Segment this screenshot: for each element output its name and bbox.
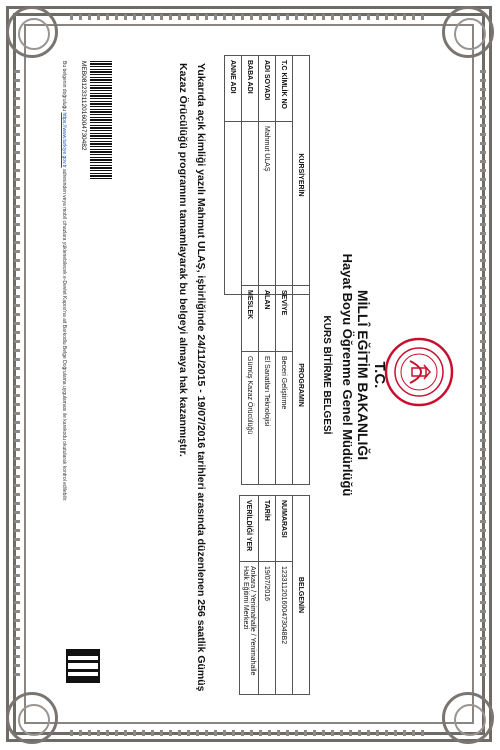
program-value: El Sanatları Teknolojisi [259,352,276,485]
trainee-label: ADI SOYADI [259,56,276,122]
verify-suffix: adresinden veya mobil cihazlara yüklenebilecek e-Devlet Kapısı'na ait Barkodlu Belge Doğrulama uygulaması ile karekodu okutularak kontrol edilebilir. [61,169,67,502]
table-row [225,56,242,295]
ministry-title: MİLLÎ EĞİTİM BAKANLIĞI [355,289,371,461]
table-row [259,56,276,295]
left-ornament [14,70,20,680]
country-title: T.C. [371,361,388,389]
table-row [240,496,259,695]
table-row [259,496,276,695]
table-row [259,286,276,485]
verify-prefix: Bu belgenin doğruluğu [61,61,67,112]
certificate-value: 123311201600473048B2 [276,562,293,695]
trainee-label: BABA ADI [242,56,259,122]
certificate-label: VERİLDİĞİ YER [240,496,259,562]
trainee-value [225,122,242,295]
certificate-label: NUMARASI [276,496,293,562]
table-row [242,286,259,485]
program-label: MESLEK [242,286,259,352]
certificate-table [239,495,310,695]
certificate-value: 19/07/2016 [259,562,276,695]
program-heading: PROGRAMIN [293,286,310,485]
trainee-value: Mahmut ULAŞ [259,122,276,295]
bottom-ornament [70,730,430,736]
table-row [276,286,293,485]
certificate-heading: BELGENİN [293,496,310,695]
program-table [241,285,310,485]
document-title: KURS BİTİRME BELGESİ [321,315,332,435]
top-ornament [70,14,430,20]
verify-link[interactable]: https://www.turkiye.gov.tr [61,112,67,168]
program-value: Beceri Geliştirme [276,352,293,485]
trainee-value [242,122,259,295]
trainee-label: T.C KİMLİK NO [276,56,293,122]
program-label: ALAN [259,286,276,352]
certificate-statement: Yukarıda açık kimliği yazılı Mahmut ULAŞ, işbirliğinde 24/11/2015 - 19/07/2016 tarihleri arasında düzenlenen 256 saatlik Gümüş Kazaz Örücülüğü programını tamamlayarak bu belgeyi almaya hak kazanmıştır. [177,63,207,692]
right-ornament [480,70,486,680]
verification-note [61,61,67,661]
program-label: SEVİYE [276,286,293,352]
barcode-icon [90,61,112,181]
program-value: Gümüş Kazaz Örücülüğü [242,352,259,485]
certificate-value: Ankara / Yenimahalle / Yenimahalle Halk Eğitimi Merkezi [240,562,259,695]
certificate-document [40,45,460,705]
table-row [242,56,259,295]
barcode-number: MEB081233112016004730482 [80,61,87,151]
directorate-title: Hayat Boyu Öğrenme Genel Müdürlüğü [340,253,355,497]
qr-code-icon [66,649,100,683]
trainee-value [276,122,293,295]
document-header [321,185,388,565]
trainee-table [224,55,310,295]
trainee-heading: KURSİYERİN [293,56,310,295]
table-row [276,496,293,695]
ministry-seal-icon [384,337,454,407]
trainee-label: ANNE ADI [225,56,242,122]
certificate-label: TARİH [259,496,276,562]
table-row [276,56,293,295]
